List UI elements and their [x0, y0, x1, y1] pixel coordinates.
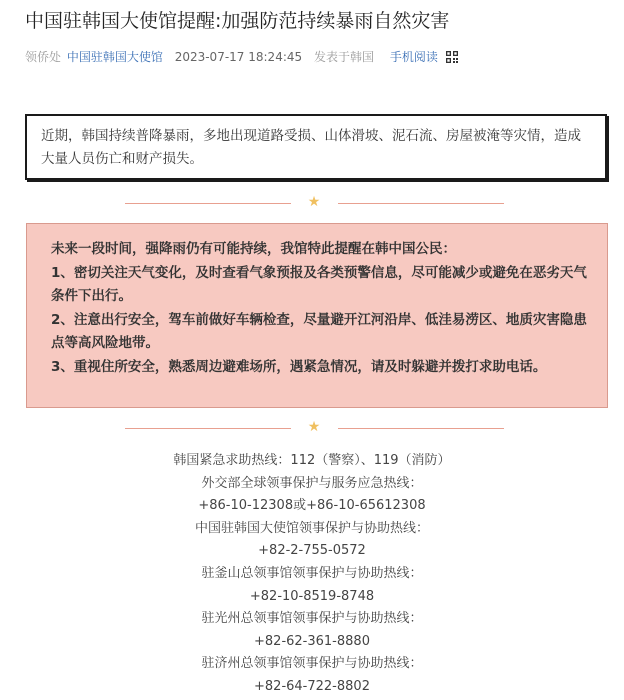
notice-box	[26, 223, 608, 408]
intro-box	[25, 114, 607, 180]
section-divider	[0, 420, 624, 436]
article-title: 中国驻韩国大使馆提醒:加强防范持续暴雨自然灾害	[25, 10, 450, 32]
contact-phone: +82-10-8519-8748	[249, 588, 375, 604]
star-icon: ★	[307, 194, 321, 210]
contact-line: 中国驻韩国大使馆领事保护与协助热线：	[194, 520, 429, 536]
contact-line: 外交部全球领事保护与服务应急热线：	[201, 475, 423, 491]
contact-phone: +82-64-722-8802	[254, 678, 370, 694]
star-icon: ★	[307, 419, 321, 435]
contact-line: 驻济州总领事馆领事保护与协助热线：	[201, 656, 423, 672]
meta-location: 发表于韩国	[313, 50, 374, 64]
contact-line: 韩国紧急求助热线：112（警察）、119（消防）	[173, 453, 451, 468]
meta-datetime: 2023-07-17 18:24:45	[174, 50, 303, 64]
article-meta	[25, 48, 458, 68]
contact-list	[0, 450, 624, 699]
section-divider	[0, 195, 624, 211]
contact-line: 驻釜山总领事馆领事保护与协助热线：	[201, 565, 423, 581]
notice-lead: 未来一段时间，强降雨仍有可能持续，我馆特此提醒在韩中国公民：	[51, 241, 456, 257]
intro-box-shadow	[27, 116, 609, 182]
contact-phone: +86-10-12308或+86-10-65612308	[198, 498, 426, 514]
notice-item-3: 3、重视住所安全，熟悉周边避难场所，遇紧急情况，请及时躲避并拨打求助电话。	[51, 358, 547, 375]
meta-source-link[interactable]: 中国驻韩国大使馆	[66, 50, 163, 64]
contact-line: 驻光州总领事馆领事保护与协助热线：	[201, 611, 423, 627]
intro-text: 近期，韩国持续普降暴雨，多地出现道路受损、山体滑坡、泥石流、房屋被淹等灾情，造成大量人员伤亡和财产损失。	[41, 128, 581, 167]
qr-code-icon[interactable]	[446, 50, 458, 68]
contact-phone: +82-62-361-8880	[254, 633, 370, 649]
contact-phone: +82-2-755-0572	[258, 543, 366, 559]
mobile-read-link[interactable]: 手机阅读	[389, 50, 438, 64]
notice-item-1: 1、密切关注天气变化，及时查看气象预报及各类预警信息，尽可能减少或避免在恶劣天气条件下出行。	[51, 264, 587, 304]
meta-category: 领侨处	[25, 50, 62, 64]
notice-item-2: 2、注意出行安全，驾车前做好车辆检查，尽量避开江河沿岸、低洼易涝区、地质灾害隐患点等高风险地带。	[51, 311, 587, 351]
